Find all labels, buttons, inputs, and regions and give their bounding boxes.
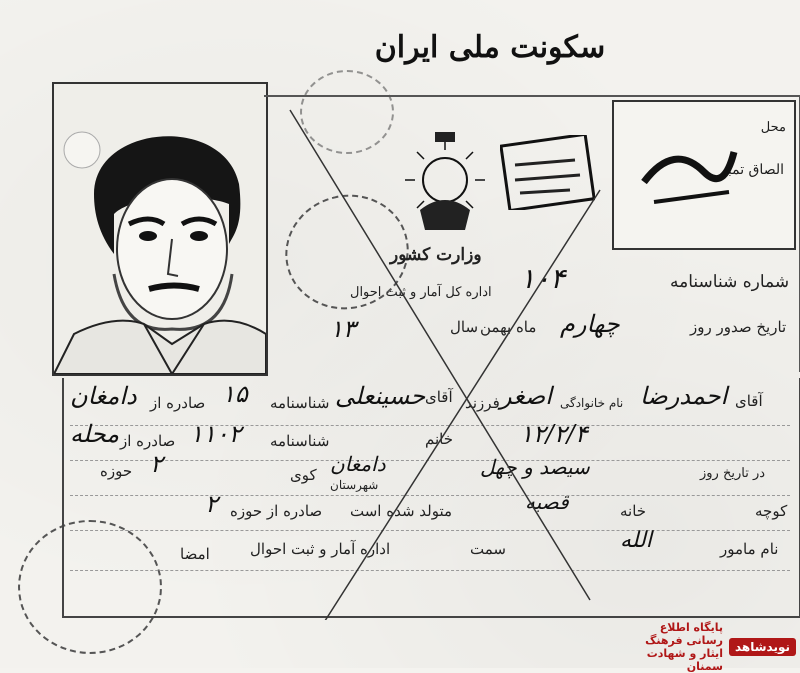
- row3-city-label: شهرستان: [330, 478, 379, 492]
- row1-issued-from: صادره از: [150, 394, 206, 412]
- row3-hozeh-value: ۲: [150, 450, 163, 478]
- year-value: ۱۳: [330, 315, 356, 343]
- document-header-title: سکونت ملی ایران: [374, 30, 606, 65]
- issue-date-label: تاریخ صدور روز: [690, 318, 787, 336]
- row2-mrs-label: خانم: [425, 430, 454, 448]
- row3-birth-label: در تاریخ روز: [700, 466, 766, 481]
- row3-street-label: کوی: [290, 466, 317, 484]
- row4-registered: متولد شده است: [350, 502, 453, 520]
- row2-issued-from: صادره از: [120, 432, 176, 450]
- row1-father: حسینعلی: [335, 382, 426, 410]
- row1-son-of: فرزند: [465, 394, 500, 412]
- row1-id-label: شناسنامه: [270, 394, 330, 412]
- month-label: ماه بهمن: [480, 318, 537, 336]
- department-label: اداره کل آمار و ثبت احوال: [350, 285, 492, 300]
- footer-badge: نویدشاهد: [729, 638, 796, 656]
- footer-site-text: پایگاه اطلاع رسانی فرهنگ ایثار و شهادت سمنان: [645, 621, 723, 673]
- row2-id-label: شناسنامه: [270, 432, 330, 450]
- row5-officer-label: نام مامور: [720, 540, 779, 558]
- row1-surname-label: نام خانوادگی: [560, 396, 624, 410]
- row1-surname: اصغر: [500, 382, 552, 410]
- row3-birth-value: سیصد و چهل: [480, 455, 590, 479]
- id-number-value: ۱۰۴: [520, 262, 566, 295]
- portrait-icon: [54, 84, 266, 374]
- row4-house-label: خانه: [620, 502, 647, 520]
- issue-date-value: چهارم: [560, 310, 620, 338]
- footer-logo: [630, 621, 796, 673]
- row1-name: احمدرضا: [640, 382, 728, 410]
- row2-date: ۱۲/۲/۴: [520, 420, 588, 448]
- row2-issued-value: محله: [70, 420, 120, 448]
- row3-hozeh-label: حوزه: [100, 462, 133, 480]
- seal-stamp-label: الصاق تمبر: [720, 162, 784, 178]
- row5-officer-value: الله: [620, 528, 652, 553]
- row4-status: قصبه: [525, 490, 569, 514]
- row5-position-label: سمت: [470, 540, 506, 558]
- row4-alley-label: کوچه: [755, 502, 788, 520]
- row1-issued-value: دامغان: [70, 382, 137, 410]
- row5-office: اداره آمار و ثبت احوال: [250, 540, 391, 558]
- cross-strokes-icon: [270, 100, 670, 620]
- row1-mr-label: آقای: [735, 392, 763, 410]
- row3-city: دامغان: [330, 452, 386, 476]
- id-number-label: شماره شناسنامه: [670, 272, 790, 292]
- row4-hozeh-value: ۲: [205, 490, 218, 518]
- row1-father-mr: آقای: [425, 388, 453, 406]
- seal-mahall-label: محل: [760, 120, 786, 135]
- row4-issued-hozeh: صادره از حوزه: [230, 502, 323, 520]
- ministry-label: وزارت کشور: [390, 245, 482, 265]
- year-label: سال: [450, 318, 479, 336]
- row5-signature-label: امضا: [180, 545, 210, 563]
- row2-id-value: ۱۱۰۲: [190, 420, 242, 448]
- portrait-photo: [52, 82, 268, 376]
- row1-id-value: ۱۵: [222, 380, 248, 408]
